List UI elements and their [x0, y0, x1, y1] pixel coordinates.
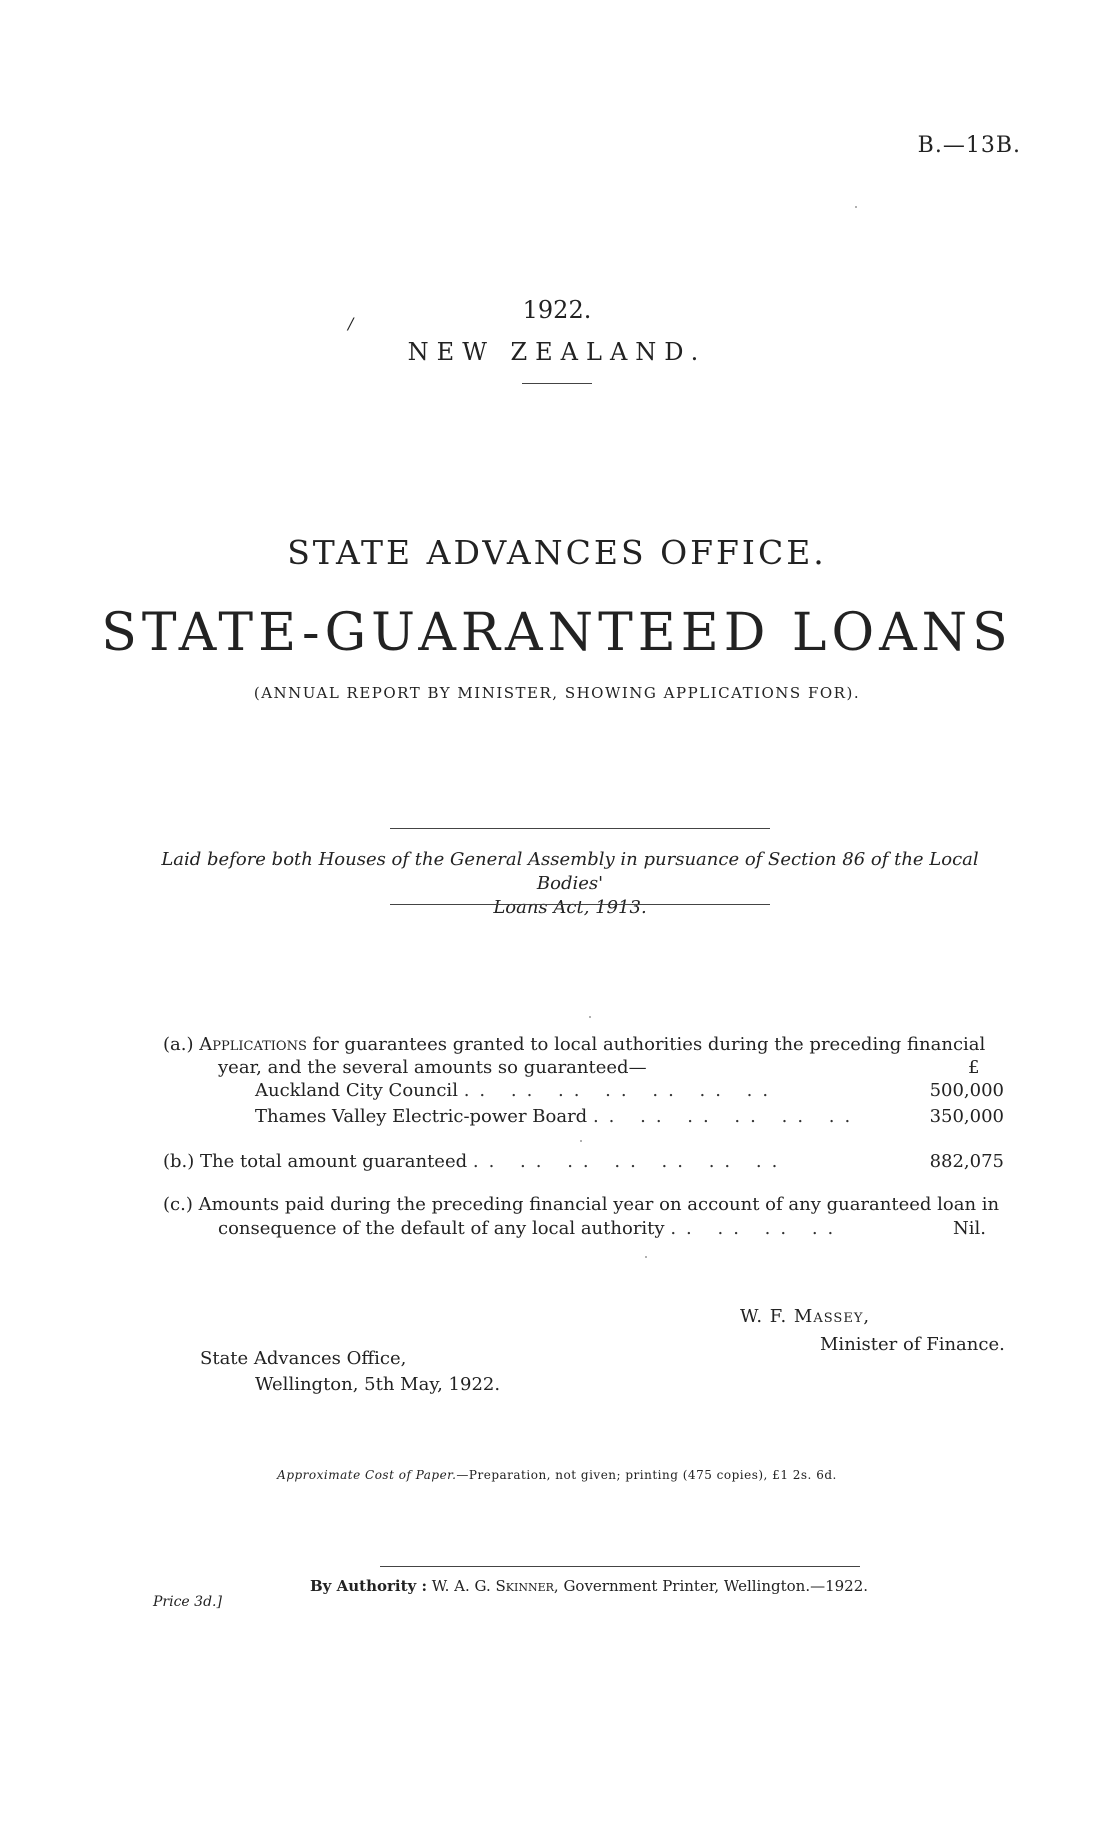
document-reference: B.—13B.: [917, 133, 1021, 158]
speck: [855, 206, 857, 208]
speck: [589, 1016, 591, 1018]
section-b-text: The total amount guaranteed: [200, 1151, 468, 1172]
section-c: [163, 1192, 999, 1218]
authority-name: Auckland City Council: [255, 1080, 458, 1101]
stray-mark: /: [348, 314, 354, 333]
section-b: [163, 1149, 787, 1175]
speck: [580, 1140, 582, 1142]
cost-note-text: —Preparation, not given; printing (475 copies), £1 2s. 6d.: [456, 1468, 837, 1482]
price-note: Price 3d.]: [153, 1594, 222, 1610]
section-a-text-1: for guarantees granted to local authorities during the preceding financial: [306, 1034, 986, 1055]
signatory-title: Minister of Finance.: [820, 1334, 1005, 1355]
laid-line-1: Laid before both Houses of the General Assembly in pursuance of Section 86 of the Local Bodies': [161, 849, 979, 894]
section-c-marker: (c.): [163, 1194, 193, 1215]
country-heading: NEW ZEALAND.: [407, 338, 707, 366]
authority-suffix: , Government Printer, Wellington.—1922.: [553, 1577, 869, 1595]
dot-leader: .. .. .. .. .. ..: [592, 1106, 861, 1127]
currency-symbol: £: [968, 1057, 980, 1078]
guarantee-row-1: [255, 1078, 778, 1104]
report-year: 1922.: [522, 296, 592, 324]
subtitle: (ANNUAL REPORT BY MINISTER, SHOWING APPLICATIONS FOR).: [253, 684, 861, 702]
section-b-marker: (b.): [163, 1151, 195, 1172]
authority-prefix: By Authority :: [310, 1577, 428, 1595]
speck: [645, 1256, 647, 1258]
dot-leader: .. .. .. ..: [670, 1218, 844, 1239]
guarantee-amount: 500,000: [929, 1080, 1004, 1101]
main-title: STATE-GUARANTEED LOANS: [101, 603, 1013, 663]
dot-leader: .. .. .. .. .. .. ..: [463, 1080, 779, 1101]
section-a-lead: Applications: [199, 1034, 307, 1055]
printer-initials: W. A. G.: [431, 1577, 491, 1595]
cost-note: [0, 1468, 1114, 1482]
section-c-text-1: Amounts paid during the preceding financial year on account of any guaranteed loan in: [198, 1194, 1000, 1215]
address-line-1: State Advances Office,: [200, 1348, 407, 1369]
printer-surname: Skinner: [495, 1577, 554, 1595]
footer-rule: [380, 1566, 860, 1567]
dot-leader: .. .. .. .. .. .. ..: [472, 1151, 788, 1172]
total-amount: 882,075: [929, 1151, 1004, 1172]
laid-top-rule: [390, 828, 770, 829]
laid-line-2: Loans Act, 1913.: [493, 897, 647, 918]
section-c-line-2: [218, 1216, 843, 1242]
section-c-text-2: consequence of the default of any local authority: [218, 1218, 665, 1239]
laid-before-note: [150, 848, 990, 920]
signatory-name: W. F. Massey,: [740, 1306, 871, 1327]
authority-name: Thames Valley Electric-power Board: [255, 1106, 588, 1127]
address-line-2: Wellington, 5th May, 1922.: [255, 1374, 501, 1395]
section-a-marker: (a.): [163, 1034, 194, 1055]
section-a-text-2: year, and the several amounts so guaranteed—: [218, 1057, 647, 1078]
default-amount: Nil.: [953, 1218, 986, 1239]
guarantee-row-2: [255, 1104, 860, 1130]
heading-divider: [522, 383, 592, 384]
cost-note-label: Approximate Cost of Paper.: [277, 1468, 457, 1482]
laid-bottom-rule: [390, 904, 770, 905]
printer-imprint: [310, 1577, 868, 1595]
guarantee-amount: 350,000: [929, 1106, 1004, 1127]
office-heading: STATE ADVANCES OFFICE.: [287, 533, 827, 572]
